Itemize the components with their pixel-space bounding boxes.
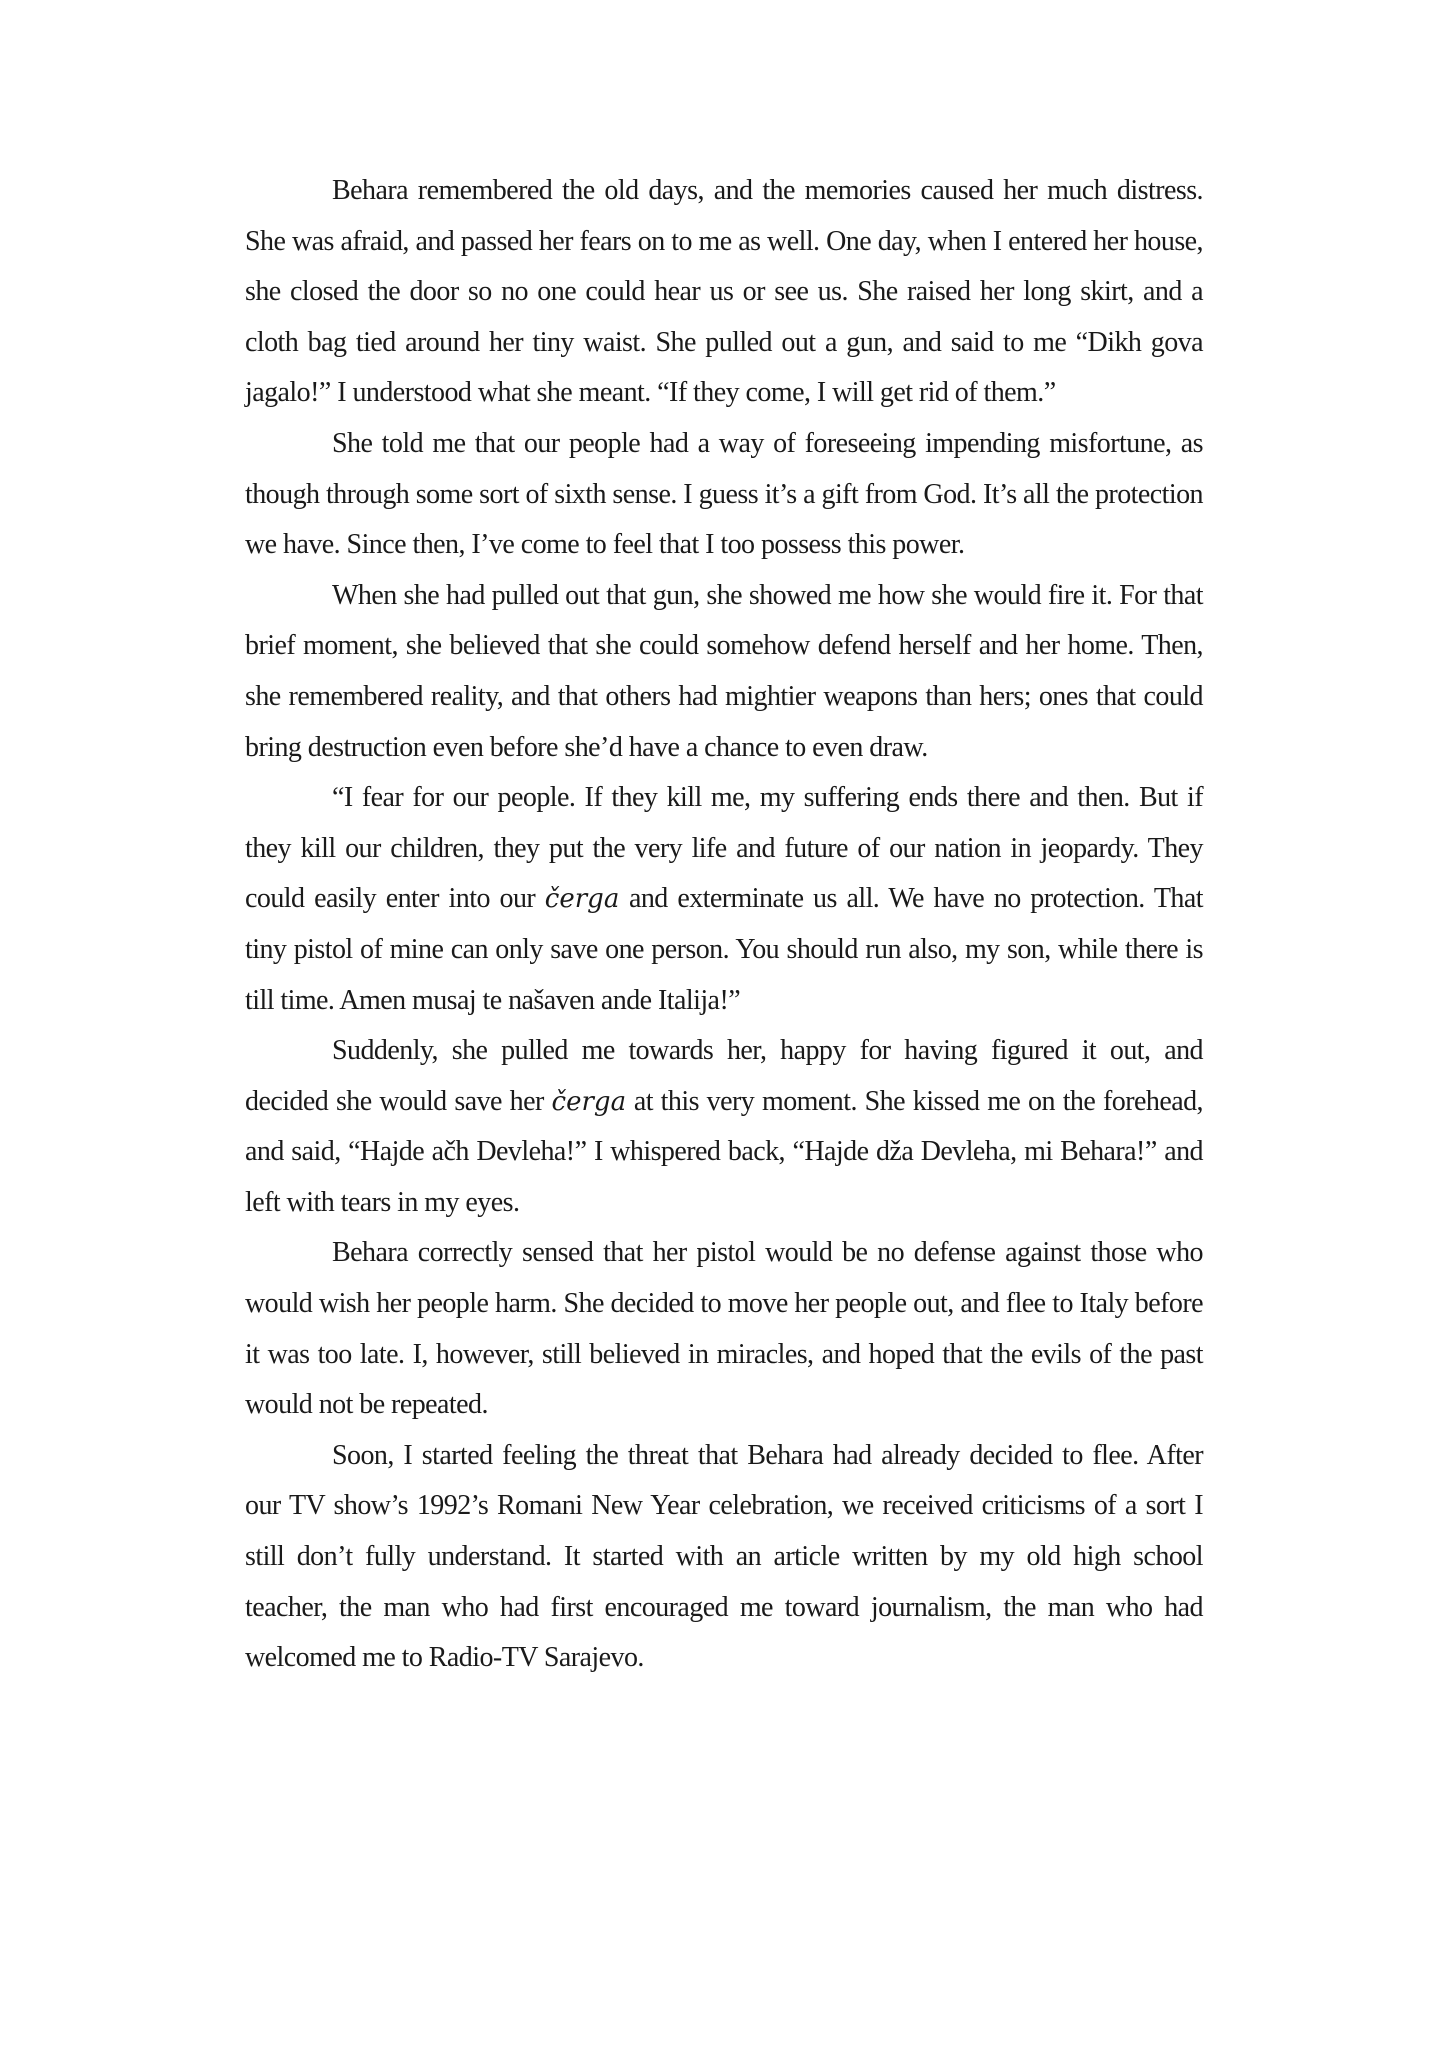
text-run: Suddenly, she pulled me towards her, happy for having figured it out, and decided she would save her: [245, 1035, 1203, 1117]
paragraph: [245, 419, 1203, 571]
paragraph: [245, 1228, 1203, 1430]
paragraph: [245, 571, 1203, 773]
paragraph: [245, 773, 1203, 1026]
text-run: Behara correctly sensed that her pistol would be no defense against those who would wish her people harm. She decided to move her people out, and flee to Italy before it was too late. I, however, still believed in miracles, and hoped that the evils of the past would not be repeated.: [245, 1237, 1203, 1421]
italic-term: čerga: [551, 1086, 627, 1117]
body-text: [245, 166, 1203, 1684]
paragraph: [245, 166, 1203, 419]
italic-term: čerga: [544, 884, 620, 915]
text-run: When she had pulled out that gun, she showed me how she would fire it. For that brief moment, she believed that she could somehow defend herself and her home. Then, she remembered reality, and that others had mightier weapons than hers; ones that could bring destruction even before she’d have a chance to even draw.: [245, 579, 1203, 763]
text-run: and exterminate us all. We have no protection. That tiny pistol of mine can only save one person. You should run also, my son, while there is till time. Amen musaj te našaven ande Italija!”: [245, 883, 1203, 1016]
text-run: Soon, I started feeling the threat that Behara had already decided to flee. After our TV show’s 1992’s Romani New Year celebration, we received criticisms of a sort I still don’t fully understand. It started with an article written by my old high school teacher, the man who had first encouraged me toward journalism, the man who had welcomed me to Radio-TV Sarajevo.: [245, 1439, 1203, 1674]
paragraph: [245, 1431, 1203, 1684]
text-run: She told me that our people had a way of foreseeing impending misfortune, as though through some sort of sixth sense. I guess it’s a gift from God. It’s all the protection we have. Since then, I’ve come to feel that I too possess this power.: [245, 427, 1203, 561]
text-run: at this very moment. She kissed me on the forehead, and said, “Hajde ačh Devleha!” I whispered back, “Hajde dža Devleha, mi Behara!” and left with tears in my eyes.: [245, 1085, 1203, 1218]
text-run: Behara remembered the old days, and the memories caused her much distress. She was afraid, and passed her fears on to me as well. One day, when I entered her house, she closed the door so no one could hear us or see us. She raised her long skirt, and a cloth bag tied around her tiny waist. She pulled out a gun, and said to me “Dikh gova jagalo!” I understood what she meant. “If they come, I will get rid of them.”: [245, 175, 1203, 409]
paragraph: [245, 1026, 1203, 1228]
text-run: “I fear for our people. If they kill me, my suffering ends there and then. But if they kill our children, they put the very life and future of our nation in jeopardy. They could easily enter into our: [245, 782, 1203, 915]
